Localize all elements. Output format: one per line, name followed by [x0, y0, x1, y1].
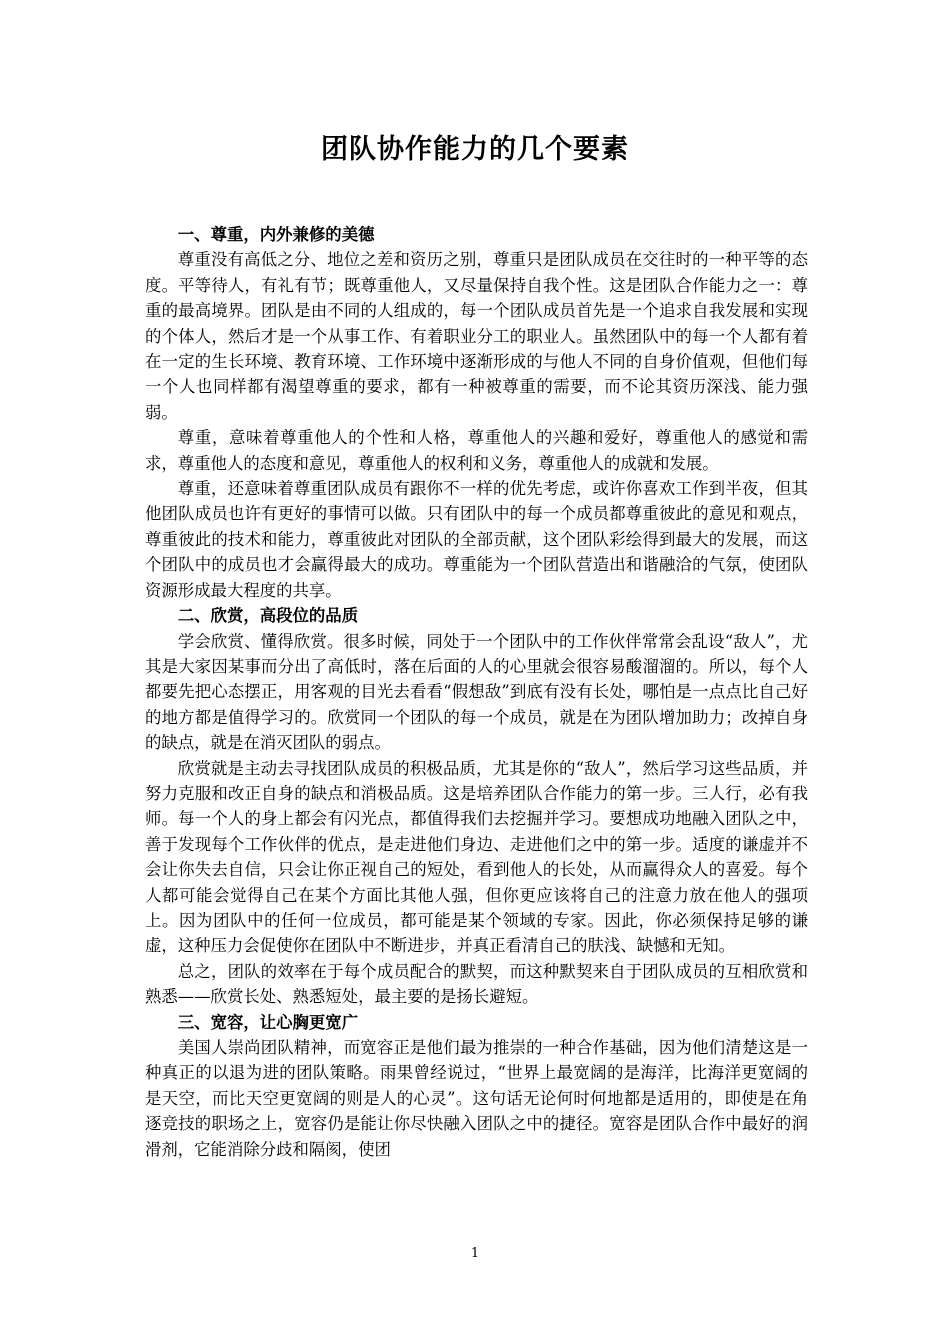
paragraph: 美国人崇尚团队精神，而宽容正是他们最为推崇的一种合作基础，因为他们清楚这是一种真正的以退为进的团队策略。雨果曾经说过，“世界上最宽阔的是海洋，比海洋更宽阔的是天空，而比天空更宽阔的则是人的心灵”。这句话无论何时何地都是适用的，即使是在角逐竞技的职场之上，宽容仍是能让你尽快融入团队之中的捷径。宽容是团队合作中最好的润滑剂，它能消除分歧和隔阂，使团 [145, 1038, 808, 1159]
document-title: 团队协作能力的几个要素 [321, 134, 629, 165]
section-heading-respect: 一、尊重，内外兼修的美德 [177, 225, 375, 244]
document-body [145, 222, 808, 1162]
paragraph: 尊重，意味着尊重他人的个性和人格，尊重他人的兴趣和爱好，尊重他人的感觉和需求，尊重他人的态度和意见，尊重他人的权利和义务，尊重他人的成就和发展。 [145, 428, 808, 473]
paragraph: 总之，团队的效率在于每个成员配合的默契，而这种默契来自于团队成员的互相欣赏和熟悉——欣赏长处、熟悉短处，最主要的是扬长避短。 [145, 961, 808, 1007]
paragraph: 尊重，还意味着尊重团队成员有跟你不一样的优先考虑，或许你喜欢工作到半夜，但其他团队成员也许有更好的事情可以做。只有团队中的每一个成员都尊重彼此的意见和观点，尊重彼此的技术和能力，尊重彼此对团队的全部贡献，这个团队彩绘得到最大的发展，而这个团队中的成员也才会赢得最大的成功。尊重能为一个团队营造出和谐融洽的气氛，使团队资源形成最大程度的共享。 [145, 479, 808, 600]
paragraph: 学会欣赏、懂得欣赏。很多时候，同处于一个团队中的工作伙伴常常会乱设“敌人”，尤其是大家因某事而分出了高低时，落在后面的人的心里就会很容易酸溜溜的。所以，每个人都要先把心态摆正，用客观的目光去看看“假想敌”到底有没有长处，哪怕是一点点比自己好的地方都是值得学习的。欣赏同一个团队的每一个成员，就是在为团队增加助力；改掉自身的缺点，就是在消灭团队的弱点。 [145, 631, 808, 753]
section-heading-appreciation: 二、欣赏，高段位的品质 [177, 606, 359, 626]
paragraph: 欣赏就是主动去寻找团队成员的积极品质，尤其是你的“敌人”，然后学习这些品质，并努力克服和改正自身的缺点和消极品质。这是培养团队合作能力的第一步。三人行，必有我师。每一个人的身上都会有闪光点，都值得我们去挖掘并学习。要想成功地融入团队之中，善于发现每个工作伙伴的优点，是走进他们身边、走进他们之中的第一步。适度的谦虚并不会让你失去自信，只会让你正视自己的短处，看到他人的长处，从而赢得众人的喜爱。每个人都可能会觉得自己在某个方面比其他人强，但你更应该将自己的注意力放在他人的强项上。因为团队中的任何一位成员，都可能是某个领域的专家。因此，你必须保持足够的谦虚，这种压力会促使你在团队中不断进步，并真正看清自己的肤浅、缺憾和无知。 [145, 758, 808, 956]
section-heading-tolerance: 三、宽容，让心胸更宽广 [177, 1012, 359, 1032]
paragraph: 尊重没有高低之分、地位之差和资历之别，尊重只是团队成员在交往时的一种平等的态度。平等待人，有礼有节；既尊重他人，又尽量保持自我个性。这是团队合作能力之一：尊重的最高境界。团队是由不同的人组成的，每一个团队成员首先是一个追求自我发展和实现的个体人，然后才是一个从事工作、有着职业分工的职业人。虽然团队中的每一个人都有着在一定的生长环境、教育环境、工作环境中逐渐形成的与他人不同的自身价值观，但他们每一个人也同样都有渴望尊重的要求，都有一种被尊重的需要，而不论其资历深浅、能力强弱。 [145, 250, 808, 422]
page-number: 1 [470, 1246, 480, 1261]
